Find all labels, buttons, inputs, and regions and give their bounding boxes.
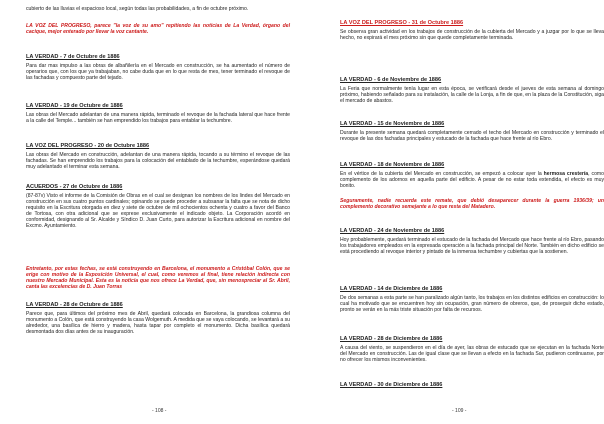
entry-body: Se observa gran actividad en los trabajos de construcción de la cubierta del Mercado y a juzgar por lo que se lleva hecho, no expirará el mes próximo sin que quede completamente terminada. xyxy=(340,29,604,42)
page-number-right: - 109 - xyxy=(452,408,467,414)
red-note: Entretanto, por estas fechas, se está construyendo en Barcelona, el monumento a Cristóbal Colón, que se erige con motivo de la Exposición Universal, el cual, como veremos al final, tiene relación indirecta con nuestro Mercado Municipal. Esta es la noticia que nos ofrece La Verdad, que, sin menospreciar al Sr. Abril, canta las excelencias de D. Juan Torras xyxy=(26,266,290,291)
entry-block xyxy=(340,121,604,142)
entry-body: (87-87v) Visto el informe de la Comisión de Obras en el cual se designan los nombres de los lindes del Mercado en construcción en sus cuatro puntos cardinales; opinando se puede proceder a subsanar la falta que se nota de dicho requisito en la Escritura otorgada en diez y siete de octubre de mil ochocientos ochenta y cuatro a favor del Banco de Tortosa, con otra adicional que se exprese exclusivamente el indicado objeto. La Corporación acordó en conformidad, designando al Sr. Alcalde y Síndico D. Juan Curto, para autorizar la Escritura adicional en nombre del Excmo. Ayuntamiento. xyxy=(26,193,290,230)
entry-body: Las obras del Mercado adelantan de una manera rápida, terminado el revoque de la fachada lateral que hace frente a la calle del Temple... también se han emprendido los trabajos para entablar la techumbre. xyxy=(26,112,290,125)
entry-block xyxy=(26,103,290,124)
entry-block xyxy=(340,162,604,189)
red-note-block xyxy=(340,198,604,210)
body-text: , como complemento de los adornos en aquella parte del edificio. A pesar de no estar toda extendida, el efecto es muy bonito. xyxy=(340,171,604,190)
entry-heading: ACUERDOS - 27 de Octubre de 1886 xyxy=(26,184,123,190)
intro-block xyxy=(26,6,290,12)
highlighted-phrase: hermosa crestería xyxy=(543,171,589,177)
entry-body: Hoy probablemente, quedará terminado el estucado de la fachada del Mercado que hace frente al río Ebro, pasando los trabajadores empleados en la expresada operación a la fachada principal del Norte. También en dicho edificio se está procediendo al revoque interior y pintado de la inmensa techumbre y cubiertas que la sostienen. xyxy=(340,237,604,256)
entry-heading: LA VOZ DEL PROGRESO - 31 de Octubre 1886 xyxy=(340,20,464,26)
entry-block xyxy=(340,336,604,363)
entry-block xyxy=(340,228,604,255)
entry-heading: LA VERDAD - 14 de Diciembre de 1886 xyxy=(340,286,443,292)
entry-block xyxy=(26,143,290,170)
entry-body: De dos semanas a esta parte se han paralizado algún tanto, los trabajos en los distintos edificios en construcción: lo cual ha motivado que se encuentren hoy sin ocupación, gran número de obreros, que, de proseguir dicho estado, pronto se verán en la más triste situación por falta de recursos. xyxy=(340,295,604,314)
entry-body: Durante la presente semana quedará completamente cerrado el techo del Mercado en construcción y terminado el revoque de las dos fachadas principales y estucado de la fachada que hace frente al río Ebro. xyxy=(340,130,604,143)
entry-body xyxy=(340,171,604,189)
entry-heading: LA VERDAD - 15 de Noviembre de 1886 xyxy=(340,121,445,127)
body-text: En el vértice de la cubierta del Mercado en construcción, se empezó a colocar ayer la xyxy=(340,171,544,177)
entry-heading: LA VERDAD - 30 de Diciembre de 1886 xyxy=(340,382,443,388)
entry-heading: LA VERDAD - 6 de Noviembre de 1886 xyxy=(340,77,442,83)
entry-body: La Feria que normalmente tenía lugar en esta época, se verificará desde el jueves de esta semana al domingo próximo, habiendo señalado para su instalación, la calle de la Lonja, a fin de que, en la plaza de la Constitución, siga el mercado de abastos. xyxy=(340,86,604,105)
entry-block xyxy=(26,302,290,335)
entry-heading: LA VERDAD - 19 de Octubre de 1886 xyxy=(26,103,123,109)
quote-block xyxy=(26,23,290,35)
entry-body: A causa del viento, se suspendieron en el día de ayer, las obras de estucado que se ejecutan en la fachada Norte del Mercado en construcción. Las de igual clase que se llevan a efecto en la fachada Sur, pudieron continuarse, por no ofrecer los mismos inconvenientes. xyxy=(340,345,604,364)
entry-block xyxy=(340,20,604,41)
entry-body: Parece que, para últimos del próximo mes de Abril, quedará colocada en Barcelona, la grandiosa columna del monumento a Colón, que está construyendo la casa Wolgemuth. A medida que se vaya colocando, se levantará a su alrededor, una basílica de hierro y madera, hasta tapar por completo el monumento. Dicha basílica quedará desmontada dos días antes de su inauguración. xyxy=(26,311,290,336)
entry-block xyxy=(340,286,604,313)
entry-body: Para dar mas impulso a las obras de albañilería en el Mercado en construcción, se ha aumentado el número de operarios que, con los que ya trabajaban, no cabe duda que en lo que resta de mes, tener terminado el revoque de las fachadas y compuesto parte del tejado. xyxy=(26,63,290,82)
entry-heading: LA VERDAD - 7 de Octubre de 1886 xyxy=(26,54,120,60)
left-page xyxy=(26,0,290,424)
entry-block xyxy=(26,184,290,230)
entry-heading: LA VERDAD - 18 de Noviembre de 1886 xyxy=(340,162,445,168)
entry-heading: LA VERDAD - 28 de Octubre de 1886 xyxy=(26,302,123,308)
quote-paragraph: LA VOZ DEL PROGRESO, parece "la voz de su amo" repitiendo las noticias de La Verdad, órgano del cacique, mejor enterado por llevar la voz cantante. xyxy=(26,23,290,36)
entry-heading: LA VOZ DEL PROGRESO - 20 de Octubre 1886 xyxy=(26,143,150,149)
page-number-left: - 108 - xyxy=(152,408,167,414)
entry-block xyxy=(340,382,604,389)
entry-heading: LA VERDAD - 24 de Noviembre de 1886 xyxy=(340,228,445,234)
intro-paragraph: cubierto de las lluvias el espacioso local, según todas las probabilidades, a fin de octubre próximo. xyxy=(26,6,249,12)
entry-heading: LA VERDAD - 28 de Diciembre de 1886 xyxy=(340,336,443,342)
red-note: Seguramente, nadie recuerda este remate, que debió desaparecer durante la guerra 1936/39; un complemento decorativo semejante a lo que resta del Matadero. xyxy=(340,198,604,211)
entry-block xyxy=(340,77,604,104)
entry-block xyxy=(26,54,290,81)
right-page xyxy=(340,0,604,424)
red-note-block xyxy=(26,266,290,290)
entry-body: Las obras del Mercado en construcción, adelantan de una manera rápida, tocando a su término el revoque de las fachadas. Se han emprendido los trabajos para la colocación del entablado de la techumbre, esperándose quedará muy adelantado el terminar esta semana. xyxy=(26,152,290,171)
